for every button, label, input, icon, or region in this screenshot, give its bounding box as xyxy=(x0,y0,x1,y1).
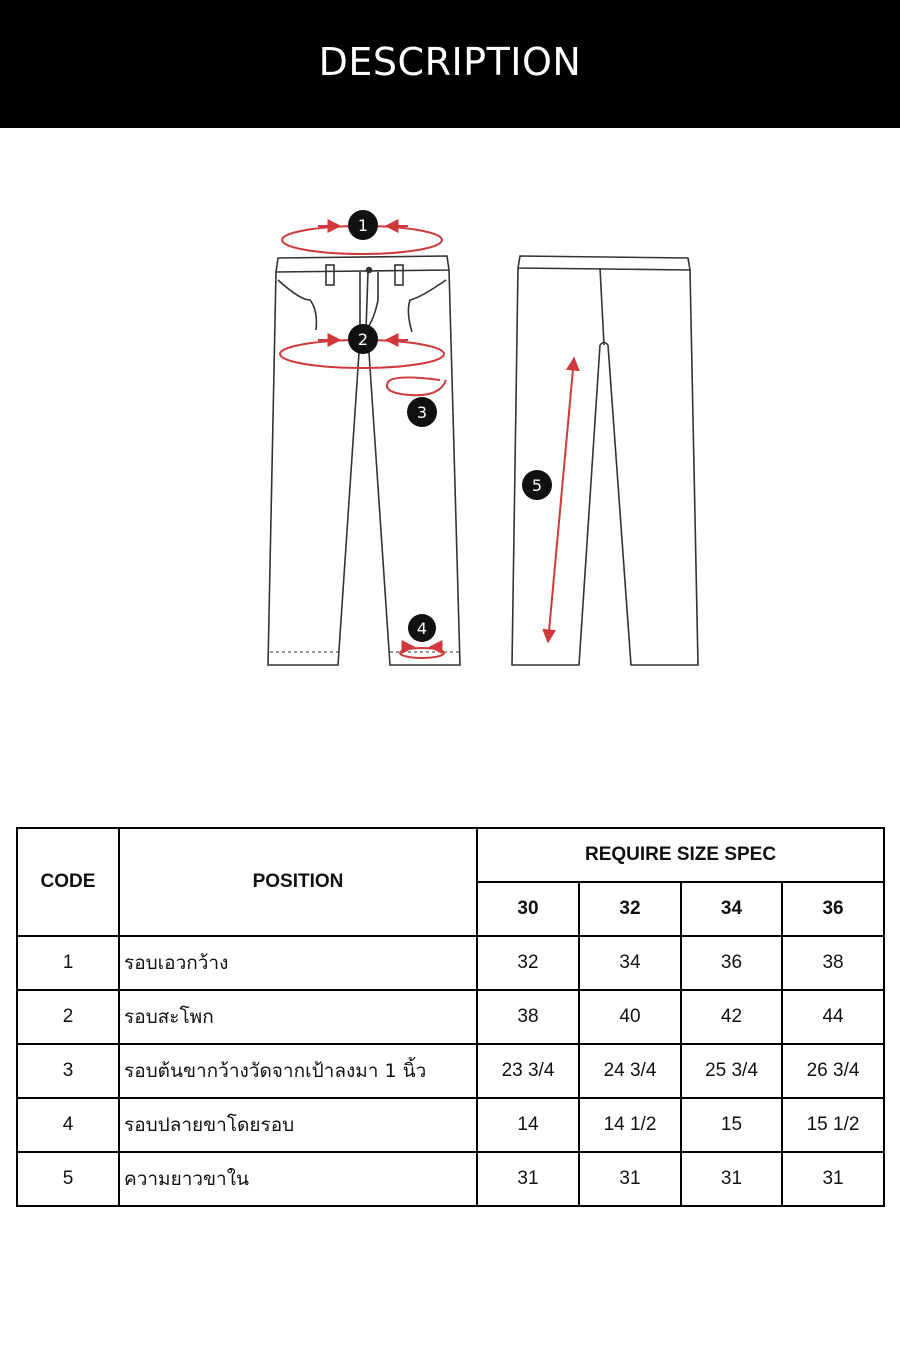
pants-front-drawing xyxy=(268,256,460,665)
table-row xyxy=(17,1044,884,1098)
row-value: 14 xyxy=(477,1098,579,1152)
marker-4 xyxy=(408,614,436,642)
marker-label-3: 3 xyxy=(416,403,428,422)
page-title: DESCRIPTION xyxy=(318,40,582,84)
row-value: 32 xyxy=(477,936,579,990)
row-value: 31 xyxy=(477,1152,579,1206)
measure-arrows xyxy=(280,226,574,658)
table-row xyxy=(17,1152,884,1206)
size-header: 34 xyxy=(681,882,782,936)
row-value: 44 xyxy=(782,990,884,1044)
pants-measurement-diagram xyxy=(0,128,900,728)
size-header: 30 xyxy=(477,882,579,936)
row-value: 25 3/4 xyxy=(681,1044,782,1098)
marker-label-1: 1 xyxy=(357,216,369,235)
row-value: 34 xyxy=(579,936,681,990)
row-position: รอบต้นขากว้างวัดจากเป้าลงมา 1 นิ้ว xyxy=(119,1044,477,1098)
row-code: 5 xyxy=(17,1152,119,1206)
row-value: 31 xyxy=(681,1152,782,1206)
table-row xyxy=(17,990,884,1044)
row-value: 26 3/4 xyxy=(782,1044,884,1098)
marker-label-5: 5 xyxy=(531,476,543,495)
row-value: 15 xyxy=(681,1098,782,1152)
row-position: ความยาวขาใน xyxy=(119,1152,477,1206)
row-code: 2 xyxy=(17,990,119,1044)
row-value: 36 xyxy=(681,936,782,990)
row-value: 24 3/4 xyxy=(579,1044,681,1098)
row-value: 23 3/4 xyxy=(477,1044,579,1098)
row-value: 42 xyxy=(681,990,782,1044)
size-header: 32 xyxy=(579,882,681,936)
marker-1 xyxy=(348,210,378,240)
header-code: CODE xyxy=(17,828,119,936)
table-row xyxy=(17,936,884,990)
header-bar xyxy=(0,0,900,128)
marker-3 xyxy=(407,397,437,427)
marker-label-2: 2 xyxy=(357,330,369,349)
header-position: POSITION xyxy=(119,828,477,936)
table-row xyxy=(17,1098,884,1152)
marker-label-4: 4 xyxy=(416,619,428,638)
row-value: 15 1/2 xyxy=(782,1098,884,1152)
row-code: 4 xyxy=(17,1098,119,1152)
row-value: 38 xyxy=(782,936,884,990)
row-code: 1 xyxy=(17,936,119,990)
marker-2 xyxy=(348,324,378,354)
row-value: 31 xyxy=(782,1152,884,1206)
row-position: รอบปลายขาโดยรอบ xyxy=(119,1098,477,1152)
marker-5 xyxy=(522,470,552,500)
row-value: 40 xyxy=(579,990,681,1044)
row-position: รอบเอวกว้าง xyxy=(119,936,477,990)
row-position: รอบสะโพก xyxy=(119,990,477,1044)
row-value: 38 xyxy=(477,990,579,1044)
size-header: 36 xyxy=(782,882,884,936)
size-spec-table xyxy=(16,827,885,1207)
header-require-size-spec: REQUIRE SIZE SPEC xyxy=(477,828,884,882)
pants-back-drawing xyxy=(512,256,698,665)
row-code: 3 xyxy=(17,1044,119,1098)
row-value: 14 1/2 xyxy=(579,1098,681,1152)
row-value: 31 xyxy=(579,1152,681,1206)
